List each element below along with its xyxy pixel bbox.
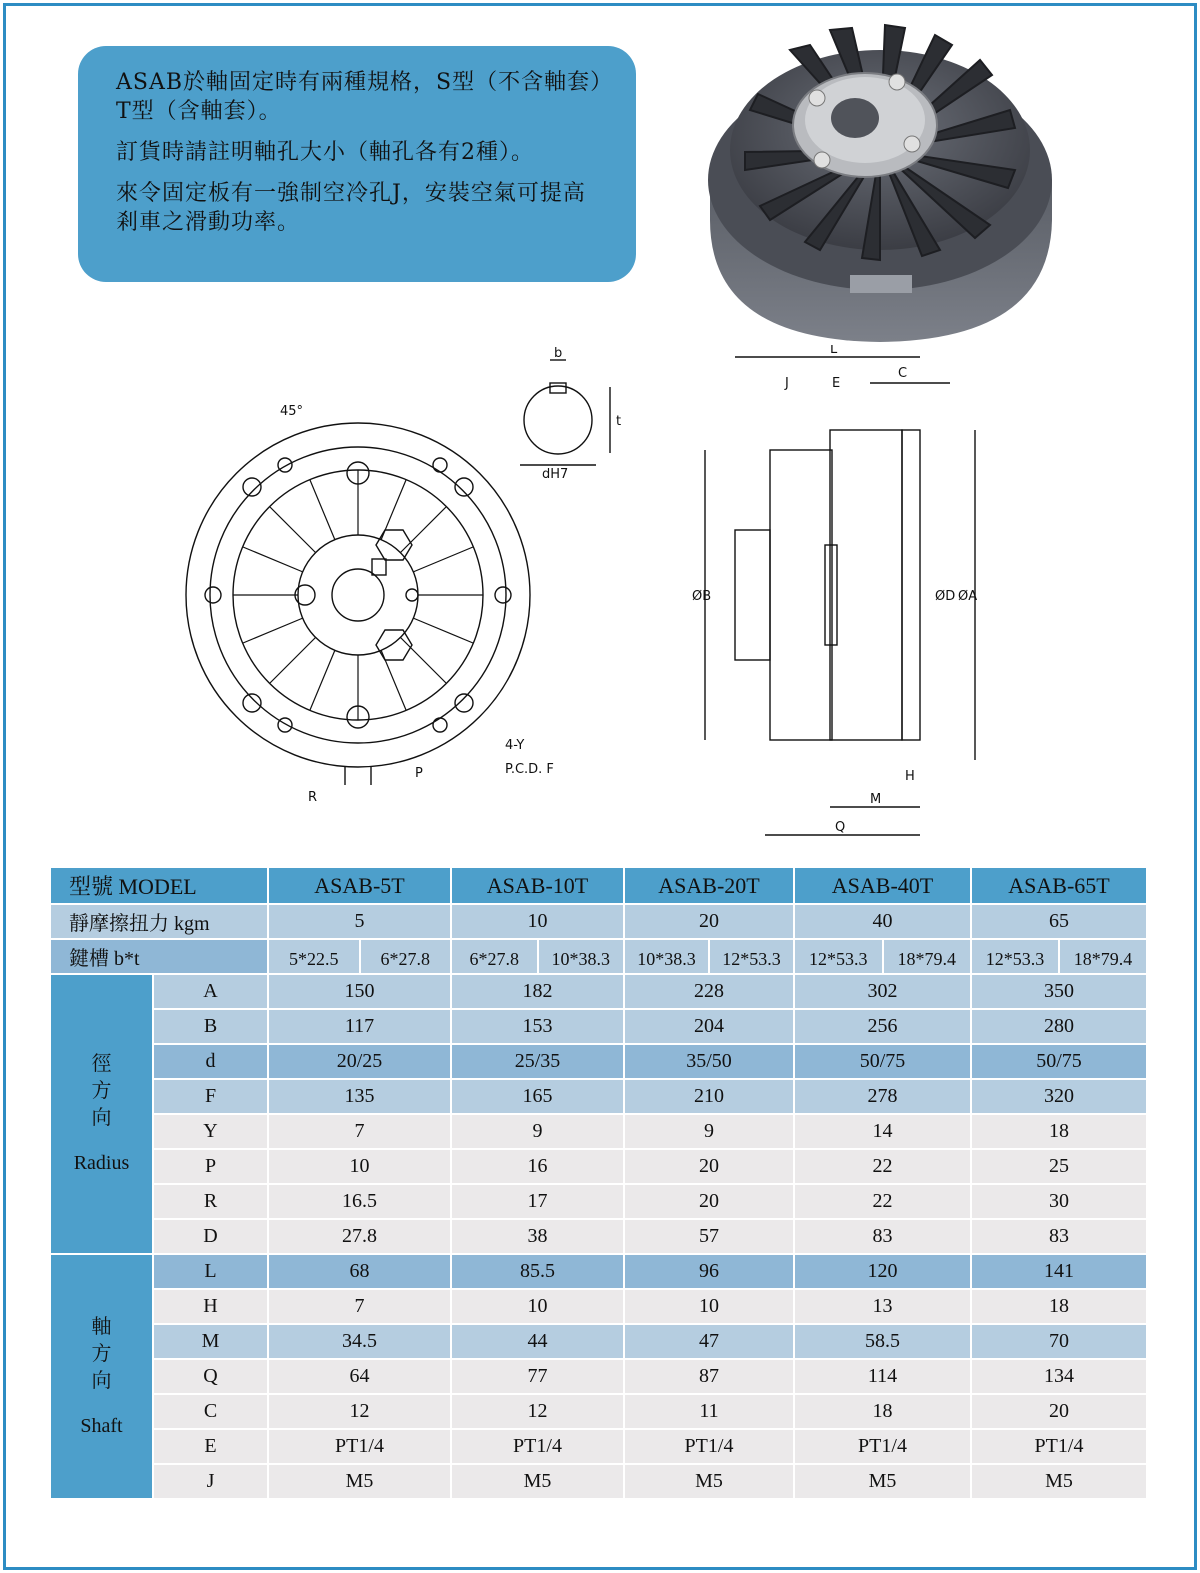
model-cell: ASAB-65T xyxy=(971,867,1147,904)
note-line-3: 來令固定板有一強制空冷孔J，安裝空氣可提高剎車之滑動功率。 xyxy=(116,181,586,235)
value-cell: 87 xyxy=(624,1359,794,1394)
dim-dh7: dH7 xyxy=(542,467,569,482)
value-cell: 25/35 xyxy=(451,1044,624,1079)
spec-table xyxy=(49,866,1148,1500)
value-cell: 134 xyxy=(971,1359,1147,1394)
value-cell: 153 xyxy=(451,1009,624,1044)
value-cell: 50/75 xyxy=(971,1044,1147,1079)
value-cell: 182 xyxy=(451,974,624,1009)
model-cell: ASAB-40T xyxy=(794,867,971,904)
value-cell: 35/50 xyxy=(624,1044,794,1079)
keyway-cell: 6*27.8 10*38.3 xyxy=(451,939,624,974)
table-row xyxy=(50,1289,1147,1324)
dim-b: b xyxy=(554,346,563,361)
product-photo xyxy=(690,20,1070,350)
table-row xyxy=(50,1394,1147,1429)
value-cell: 302 xyxy=(794,974,971,1009)
value-cell: PT1/4 xyxy=(971,1429,1147,1464)
value-cell: 12 xyxy=(268,1394,451,1429)
value-cell: 85.5 xyxy=(451,1254,624,1289)
table-row xyxy=(50,1009,1147,1044)
table-row xyxy=(50,1079,1147,1114)
value-cell: 256 xyxy=(794,1009,971,1044)
value-cell: 278 xyxy=(794,1079,971,1114)
value-cell: 210 xyxy=(624,1079,794,1114)
keyway-cell: 5*22.5 6*27.8 xyxy=(268,939,451,974)
value-cell: 70 xyxy=(971,1324,1147,1359)
value-cell: 12 xyxy=(451,1394,624,1429)
value-cell: 280 xyxy=(971,1009,1147,1044)
keyway-cell: 12*53.3 18*79.4 xyxy=(794,939,971,974)
torque-cell: 10 xyxy=(451,904,624,939)
value-cell: 47 xyxy=(624,1324,794,1359)
dimension-drawing xyxy=(180,345,1000,845)
param-label: P xyxy=(153,1149,268,1184)
table-row xyxy=(50,1324,1147,1359)
value-cell: M5 xyxy=(268,1464,451,1499)
torque-cell: 40 xyxy=(794,904,971,939)
value-cell: 64 xyxy=(268,1359,451,1394)
value-cell: PT1/4 xyxy=(451,1429,624,1464)
value-cell: 77 xyxy=(451,1359,624,1394)
value-cell: 44 xyxy=(451,1324,624,1359)
table-row xyxy=(50,1219,1147,1254)
shaft-section xyxy=(50,1254,1147,1499)
dim-r: R xyxy=(308,790,318,805)
value-cell: 10 xyxy=(451,1289,624,1324)
value-cell: 68 xyxy=(268,1254,451,1289)
param-label: B xyxy=(153,1009,268,1044)
value-cell: 58.5 xyxy=(794,1324,971,1359)
value-cell: 228 xyxy=(624,974,794,1009)
note-line-1: ASAB於軸固定時有兩種規格，S型（不含軸套）T型（含軸套）。 xyxy=(116,70,603,124)
note-line-2: 訂貨時請註明軸孔大小（軸孔各有2種）。 xyxy=(116,140,534,165)
value-cell: PT1/4 xyxy=(268,1429,451,1464)
value-cell: 141 xyxy=(971,1254,1147,1289)
torque-label: 靜摩擦扭力 kgm xyxy=(50,904,268,939)
model-cell: ASAB-10T xyxy=(451,867,624,904)
value-cell: 10 xyxy=(624,1289,794,1324)
param-label: J xyxy=(153,1464,268,1499)
value-cell: 114 xyxy=(794,1359,971,1394)
value-cell: PT1/4 xyxy=(624,1429,794,1464)
shaft-group-label: 軸 方 向 Shaft xyxy=(50,1254,153,1499)
value-cell: 18 xyxy=(971,1114,1147,1149)
value-cell: 150 xyxy=(268,974,451,1009)
table-row xyxy=(50,974,1147,1009)
value-cell: 165 xyxy=(451,1079,624,1114)
value-cell: PT1/4 xyxy=(794,1429,971,1464)
info-note xyxy=(78,46,636,282)
value-cell: 17 xyxy=(451,1184,624,1219)
dim-q: Q xyxy=(835,820,846,835)
value-cell: 18 xyxy=(971,1289,1147,1324)
param-label: E xyxy=(153,1429,268,1464)
dim-h: H xyxy=(905,769,915,784)
dim-d-dia: ØD xyxy=(935,589,956,604)
table-row xyxy=(50,1464,1147,1499)
dim-e: E xyxy=(832,376,841,391)
value-cell: 27.8 xyxy=(268,1219,451,1254)
torque-cell: 5 xyxy=(268,904,451,939)
param-label: Y xyxy=(153,1114,268,1149)
value-cell: 30 xyxy=(971,1184,1147,1219)
value-cell: 9 xyxy=(451,1114,624,1149)
dim-l: L xyxy=(830,345,838,357)
value-cell: 7 xyxy=(268,1289,451,1324)
dim-a-dia: ØA xyxy=(958,589,978,604)
param-label: R xyxy=(153,1184,268,1219)
table-row xyxy=(50,1184,1147,1219)
param-label: d xyxy=(153,1044,268,1079)
torque-cell: 65 xyxy=(971,904,1147,939)
model-row xyxy=(50,867,1147,904)
value-cell: 50/75 xyxy=(794,1044,971,1079)
torque-row xyxy=(50,904,1147,939)
model-cell: ASAB-20T xyxy=(624,867,794,904)
value-cell: 10 xyxy=(268,1149,451,1184)
pcd-label: P.C.D. F xyxy=(505,762,554,777)
value-cell: 57 xyxy=(624,1219,794,1254)
radius-section xyxy=(50,974,1147,1254)
value-cell: 20 xyxy=(624,1149,794,1184)
table-row xyxy=(50,1149,1147,1184)
value-cell: M5 xyxy=(624,1464,794,1499)
dim-t: t xyxy=(616,414,622,429)
value-cell: 117 xyxy=(268,1009,451,1044)
param-label: F xyxy=(153,1079,268,1114)
param-label: M xyxy=(153,1324,268,1359)
dim-p: P xyxy=(415,766,423,781)
model-label: 型號 MODEL xyxy=(50,867,268,904)
dim-m: M xyxy=(870,792,882,807)
param-label: A xyxy=(153,974,268,1009)
value-cell: 20 xyxy=(971,1394,1147,1429)
value-cell: 25 xyxy=(971,1149,1147,1184)
param-label: D xyxy=(153,1219,268,1254)
value-cell: 11 xyxy=(624,1394,794,1429)
table-row xyxy=(50,1114,1147,1149)
torque-cell: 20 xyxy=(624,904,794,939)
value-cell: 135 xyxy=(268,1079,451,1114)
value-cell: 13 xyxy=(794,1289,971,1324)
value-cell: 204 xyxy=(624,1009,794,1044)
table-row xyxy=(50,1254,1147,1289)
angle-label: 45° xyxy=(280,404,304,419)
value-cell: 20/25 xyxy=(268,1044,451,1079)
value-cell: 16.5 xyxy=(268,1184,451,1219)
param-label: L xyxy=(153,1254,268,1289)
value-cell: 14 xyxy=(794,1114,971,1149)
param-label: H xyxy=(153,1289,268,1324)
value-cell: 96 xyxy=(624,1254,794,1289)
value-cell: M5 xyxy=(794,1464,971,1499)
value-cell: 9 xyxy=(624,1114,794,1149)
dim-j: J xyxy=(785,376,789,391)
table-row xyxy=(50,1359,1147,1394)
param-label: Q xyxy=(153,1359,268,1394)
value-cell: 38 xyxy=(451,1219,624,1254)
value-cell: 320 xyxy=(971,1079,1147,1114)
dim-b-dia: ØB xyxy=(692,589,712,604)
table-row xyxy=(50,1429,1147,1464)
value-cell: 16 xyxy=(451,1149,624,1184)
keyway-cell: 12*53.3 18*79.4 xyxy=(971,939,1147,974)
radius-group-label: 徑 方 向 Radius xyxy=(50,974,153,1254)
value-cell: 350 xyxy=(971,974,1147,1009)
table-row xyxy=(50,1044,1147,1079)
value-cell: 34.5 xyxy=(268,1324,451,1359)
model-cell: ASAB-5T xyxy=(268,867,451,904)
param-label: C xyxy=(153,1394,268,1429)
value-cell: 18 xyxy=(794,1394,971,1429)
keyway-row xyxy=(50,939,1147,974)
value-cell: 7 xyxy=(268,1114,451,1149)
value-cell: 22 xyxy=(794,1184,971,1219)
value-cell: 83 xyxy=(971,1219,1147,1254)
value-cell: 20 xyxy=(624,1184,794,1219)
holes-label: 4-Y xyxy=(505,738,525,753)
value-cell: 83 xyxy=(794,1219,971,1254)
value-cell: M5 xyxy=(971,1464,1147,1499)
value-cell: 22 xyxy=(794,1149,971,1184)
keyway-cell: 10*38.3 12*53.3 xyxy=(624,939,794,974)
value-cell: M5 xyxy=(451,1464,624,1499)
value-cell: 120 xyxy=(794,1254,971,1289)
keyway-label: 鍵槽 b*t xyxy=(50,939,268,974)
dim-c: C xyxy=(898,366,908,381)
